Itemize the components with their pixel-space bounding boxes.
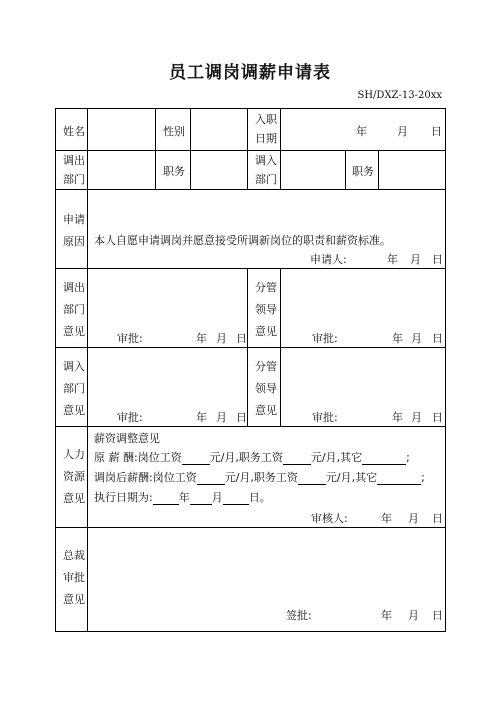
in-manager-year: 年: [392, 411, 403, 424]
name-label: 姓名: [63, 125, 85, 138]
out-dept-approve-label: 审批:: [117, 332, 143, 345]
out-manager-day: 日: [432, 332, 443, 345]
row-divider: [55, 189, 446, 190]
adjusted-salary-label: 调岗后薪酬:岗位工资: [94, 471, 197, 484]
col-divider: [345, 150, 346, 190]
col-divider: [247, 268, 248, 427]
effective-day-blank[interactable]: [223, 492, 249, 505]
adjusted-other-blank[interactable]: [377, 472, 421, 485]
original-position-salary-blank[interactable]: [283, 452, 311, 465]
out-manager-approve-label: 审批:: [312, 332, 338, 345]
table-border-right: [445, 108, 446, 632]
original-semicolon: ;: [406, 451, 410, 464]
out-dept-opinion-label: 调出 部门 意见: [63, 281, 85, 338]
in-dept-year: 年: [196, 411, 207, 424]
adjusted-other-label: 元/月,其它: [325, 471, 378, 484]
reviewer-year: 年: [381, 512, 392, 525]
applicant-month: 月: [410, 253, 421, 266]
original-other-label: 元/月,其它: [310, 451, 363, 464]
document-code: SH/DXZ-13-20xx: [357, 90, 442, 101]
out-dept-year: 年: [196, 332, 207, 345]
position-label: 职务: [163, 165, 185, 178]
reason-statement: 本人自愿申请调岗并愿意接受所调新岗位的职责和薪资标准。: [94, 234, 391, 247]
in-dept-approve-label: 审批:: [117, 411, 143, 424]
adjusted-salary-line: [94, 469, 425, 485]
reviewer-month: 月: [408, 512, 419, 525]
in-dept-month: 月: [216, 411, 227, 424]
hire-date-year: 年: [356, 125, 367, 138]
effective-year-unit: 年: [178, 491, 190, 504]
name-field[interactable]: [88, 109, 155, 150]
gm-month: 月: [408, 609, 419, 622]
original-base-salary-blank[interactable]: [182, 452, 210, 465]
hire-date-label: 入职 日期: [255, 113, 277, 145]
table-border-left: [55, 108, 56, 632]
gender-field[interactable]: [191, 109, 247, 150]
in-manager-month: 月: [411, 411, 422, 424]
form-title: 员工调岗调薪申请表: [169, 63, 331, 83]
in-dept-field[interactable]: [281, 151, 345, 189]
hire-date-day: 日: [431, 125, 442, 138]
out-dept-label: 调出 部门: [63, 154, 85, 186]
original-salary-line: [94, 449, 410, 465]
in-dept-day: 日: [236, 411, 247, 424]
original-yuan-month: 元/月,职务工资: [209, 451, 283, 464]
adjusted-yuan-month: 元/月,职务工资: [224, 471, 298, 484]
new-position-label: 职务: [352, 165, 374, 178]
in-dept-opinion-label: 调入 部门 意见: [63, 360, 85, 417]
effective-date-line: [94, 489, 271, 505]
effective-day-unit: 日。: [248, 491, 271, 504]
adjusted-base-salary-blank[interactable]: [197, 472, 225, 485]
reviewer-label: 审核人:: [311, 512, 348, 525]
adjusted-semicolon: ;: [421, 471, 425, 484]
reason-label: 申请 原因: [63, 213, 85, 248]
salary-adjust-heading: 薪资调整意见: [94, 432, 160, 445]
col-divider: [247, 108, 248, 190]
out-manager-month: 月: [411, 332, 422, 345]
applicant-day: 日: [432, 253, 443, 266]
effective-date-label: 执行日期为:: [94, 491, 153, 504]
out-manager-year: 年: [392, 332, 403, 345]
effective-month-unit: 月: [211, 491, 223, 504]
out-dept-field[interactable]: [88, 151, 155, 189]
gender-label: 性别: [163, 125, 185, 138]
original-salary-label: 原 薪 酬:岗位工资: [94, 451, 182, 464]
gm-sign-label: 签批:: [286, 609, 312, 622]
out-manager-opinion-label: 分管 领导 意见: [255, 281, 277, 338]
position-field[interactable]: [191, 151, 247, 189]
original-other-blank[interactable]: [362, 452, 406, 465]
in-manager-opinion-label: 分管 领导 意见: [255, 360, 277, 417]
out-dept-month: 月: [216, 332, 227, 345]
effective-month-blank[interactable]: [190, 492, 212, 505]
adjusted-position-salary-blank[interactable]: [298, 472, 326, 485]
col-divider: [155, 108, 156, 190]
applicant-year: 年: [387, 253, 398, 266]
reviewer-day: 日: [432, 512, 443, 525]
gm-year: 年: [381, 609, 392, 622]
hr-opinion-label: 人力 资源 意见: [63, 448, 85, 505]
in-dept-label: 调入 部门: [255, 154, 277, 186]
gm-approval-label: 总裁 审批 意见: [63, 549, 85, 606]
gm-day: 日: [432, 609, 443, 622]
new-position-field[interactable]: [379, 151, 445, 189]
applicant-label: 申请人:: [310, 253, 347, 266]
table-border-bottom: [55, 631, 446, 632]
in-manager-approve-label: 审批:: [312, 411, 338, 424]
in-manager-day: 日: [432, 411, 443, 424]
row-divider: [55, 426, 446, 427]
out-dept-day: 日: [236, 332, 247, 345]
hire-date-month: 月: [397, 125, 408, 138]
effective-year-blank[interactable]: [153, 492, 179, 505]
